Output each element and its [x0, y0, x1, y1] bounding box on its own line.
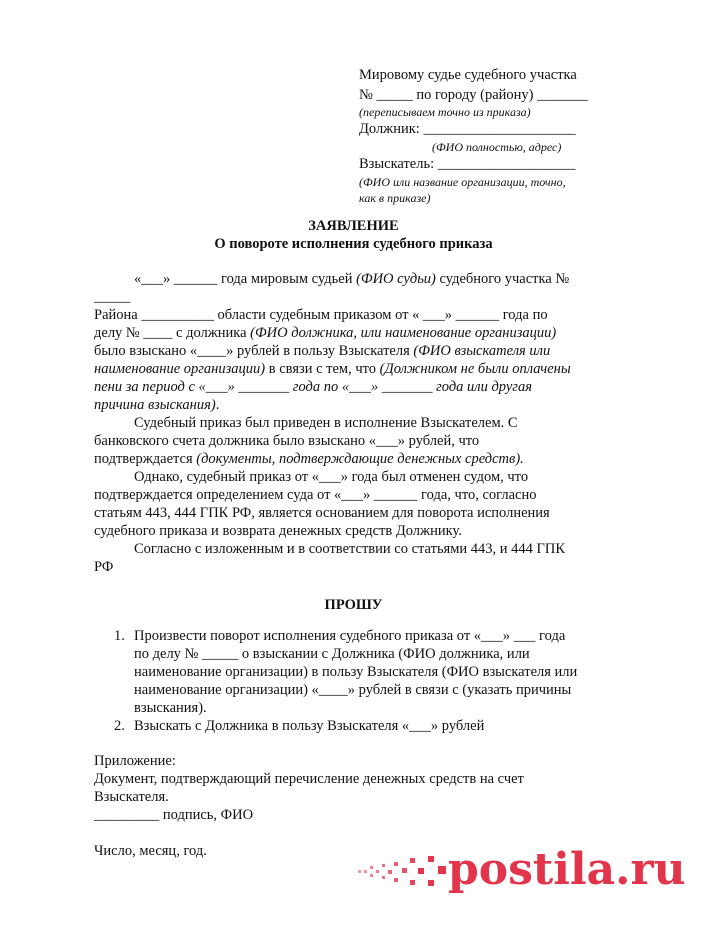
para2-line-1: Судебный приказ был приведен в исполнение Взыскателем. С	[134, 415, 518, 431]
request-item-2-line-1: Взыскать с Должника в пользу Взыскателя «___» рублей	[134, 718, 485, 734]
document-subtitle: О повороте исполнения судебного приказа	[214, 236, 493, 252]
para1-line-8: причина взыскания).	[94, 397, 220, 413]
para1-line-3: Района __________ области судебным приказом от « ___» ______ года по	[94, 307, 548, 323]
para2-line-2: банковского счета должника было взыскано «___» рублей, что	[94, 433, 480, 449]
para1-line-1: «___» ______ года мировым судьей (ФИО судьи) судебного участка №	[134, 271, 570, 287]
para3-line-3: статьям 443, 444 ГПК РФ, является основанием для поворота исполнения	[94, 505, 550, 521]
appendix-line-1: Документ, подтверждающий перечисление денежных средств на счет	[94, 771, 524, 787]
request-item-1-line-3: наименование организации) в пользу Взыскателя (ФИО взыскателя или	[134, 664, 578, 680]
para4-line-1: Согласно с изложенным и в соответствии со статьями 443, и 444 ГПК	[134, 541, 566, 557]
request-item-1-number: 1.	[114, 628, 125, 644]
debtor-line: Должник: _____________________	[359, 121, 576, 137]
addressee-line-1: Мировому судье судебного участка	[359, 67, 577, 83]
addressee-line-2: № _____ по городу (району) _______	[359, 87, 588, 103]
para1-line-5: было взыскано «____» рублей в пользу Взыскателя (ФИО взыскателя или	[94, 343, 551, 359]
addressee-note-2: (ФИО полностью, адрес)	[432, 140, 562, 154]
para1-line-7: пени за период с «___» _______ года по «___» _______ года или другая	[94, 379, 532, 395]
para3-line-2: подтверждается определением суда от «___» ______ года, что, согласно	[94, 487, 537, 503]
para1-line-4: делу № ____ с должника (ФИО должника, или наименование организации)	[94, 325, 557, 341]
request-item-2-number: 2.	[114, 718, 125, 734]
watermark-dots-icon	[358, 852, 448, 892]
request-item-1-line-5: взыскания).	[134, 700, 207, 716]
para2-line-3: подтверждается (документы, подтверждающие денежных средств).	[94, 451, 524, 467]
date-line: Число, месяц, год.	[94, 843, 207, 859]
para3-line-4: судебного приказа и возврата денежных средств Должнику.	[94, 523, 462, 539]
signature-line: _________ подпись, ФИО	[94, 807, 254, 823]
para1-line-6: наименование организации) в связи с тем, что (Должником не были оплачены	[94, 361, 571, 377]
request-heading: ПРОШУ	[324, 597, 383, 613]
request-item-1-line-4: наименование организации) «____» рублей в связи с (указать причины	[134, 682, 572, 698]
addressee-note-3b: как в приказе)	[359, 191, 431, 205]
addressee-note-3a: (ФИО или название организации, точно,	[359, 175, 566, 189]
addressee-note-1: (переписываем точно из приказа)	[359, 105, 531, 119]
para4-line-2: РФ	[94, 559, 114, 575]
claimant-line: Взыскатель: ___________________	[359, 156, 576, 172]
request-item-1-line-1: Произвести поворот исполнения судебного приказа от «___» ___ года	[134, 628, 566, 644]
para3-line-1: Однако, судебный приказ от «___» года был отменен судом, что	[134, 469, 529, 485]
appendix-label: Приложение:	[94, 753, 176, 769]
watermark-logo: postila.ru	[448, 844, 686, 895]
request-item-1-line-2: по делу № _____ о взыскании с Должника (ФИО должника, или	[134, 646, 530, 662]
para1-line-2: _____	[94, 289, 131, 305]
document-title: ЗАЯВЛЕНИЕ	[308, 218, 399, 234]
appendix-line-2: Взыскателя.	[94, 789, 169, 805]
